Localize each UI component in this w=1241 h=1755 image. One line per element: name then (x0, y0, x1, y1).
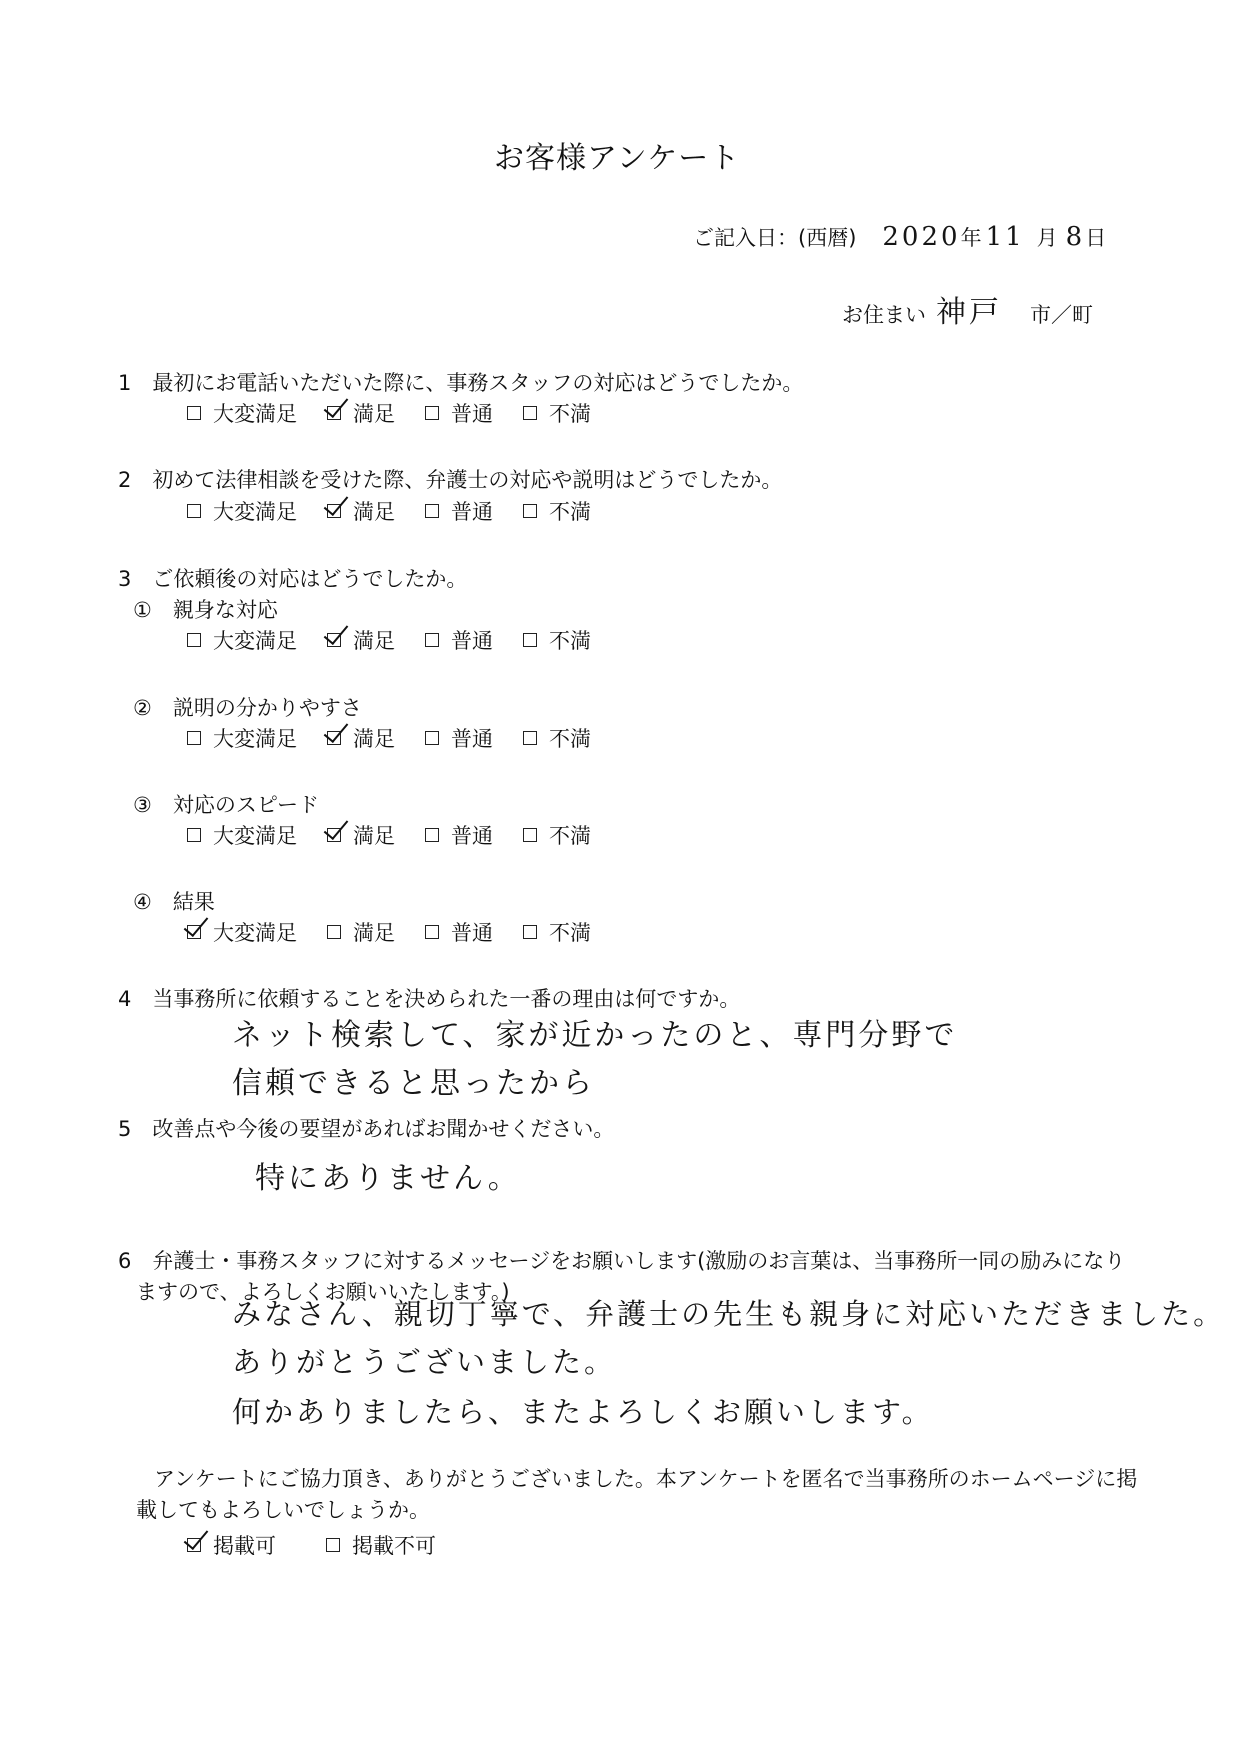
publish-option-allow[interactable] (187, 1530, 276, 1560)
q6-answer-line-3[interactable]: 何かありましたら、またよろしくお願いします。 (232, 1395, 934, 1429)
q3-sub-3: ③ 対応のスピード (133, 793, 319, 817)
q1-option-1[interactable] (187, 398, 297, 428)
q3-2-checkbox-3[interactable] (425, 731, 439, 745)
address-label: お住まい (842, 303, 926, 327)
question-6-line-2: ますので、よろしくお願いいたします。) (136, 1280, 510, 1304)
q2-options (187, 496, 621, 526)
q3-1-option-1[interactable] (187, 625, 297, 655)
q3-1-option-label-1: 大変満足 (213, 629, 297, 653)
q3-3-option-4[interactable] (523, 820, 591, 850)
q3-3-option-label-1: 大変満足 (213, 824, 297, 848)
q3-3-option-2[interactable] (327, 820, 395, 850)
q3-2-option-2[interactable] (327, 723, 395, 753)
q2-checkbox-4[interactable] (523, 504, 537, 518)
q3-1-checkbox-2[interactable] (327, 633, 341, 647)
q3-3-checkbox-3[interactable] (425, 828, 439, 842)
closing-line-1: アンケートにご協力頂き、ありがとうございました。本アンケートを匿名で当事務所のホームページに掲 (154, 1467, 1138, 1491)
q2-checkbox-3[interactable] (425, 504, 439, 518)
q3-2-option-label-3: 普通 (451, 727, 493, 751)
q1-options (187, 398, 621, 428)
q2-option-label-2: 満足 (353, 500, 395, 524)
q5-answer[interactable]: 特にありません。 (255, 1161, 521, 1196)
q3-3-option-label-3: 普通 (451, 824, 493, 848)
q3-2-checkbox-1[interactable] (187, 731, 201, 745)
q3-4-options (187, 917, 621, 947)
q3-3-checkbox-4[interactable] (523, 828, 537, 842)
q3-3-option-1[interactable] (187, 820, 297, 850)
q2-option-1[interactable] (187, 496, 297, 526)
q3-4-checkbox-3[interactable] (425, 925, 439, 939)
q3-2-options (187, 723, 621, 753)
q3-2-option-1[interactable] (187, 723, 297, 753)
q4-answer-line-2[interactable]: 信頼できると思ったから (232, 1066, 595, 1101)
publish-options (187, 1530, 466, 1560)
q3-4-option-label-1: 大変満足 (213, 921, 297, 945)
question-2: 2 初めて法律相談を受けた際、弁護士の対応や説明はどうでしたか。 (118, 468, 783, 492)
q3-2-option-label-2: 満足 (353, 727, 395, 751)
q3-3-checkbox-2[interactable] (327, 828, 341, 842)
date-line (693, 222, 1106, 252)
q3-1-option-3[interactable] (425, 625, 493, 655)
checkbox-deny[interactable] (326, 1538, 340, 1552)
q3-4-checkbox-1[interactable] (187, 925, 201, 939)
q3-2-option-label-4: 不満 (549, 727, 591, 751)
q3-1-option-label-3: 普通 (451, 629, 493, 653)
date-year-unit: 年 (960, 226, 982, 250)
q2-option-3[interactable] (425, 496, 493, 526)
q3-2-option-3[interactable] (425, 723, 493, 753)
q3-4-option-label-2: 満足 (353, 921, 395, 945)
question-5: 5 改善点や今後の要望があればお聞かせください。 (118, 1117, 615, 1141)
q3-1-option-label-4: 不満 (549, 629, 591, 653)
q3-4-option-1[interactable] (187, 917, 297, 947)
publish-option-deny-label: 掲載不可 (352, 1534, 436, 1558)
publish-option-allow-label: 掲載可 (213, 1534, 276, 1558)
q1-option-2[interactable] (327, 398, 395, 428)
q3-1-checkbox-3[interactable] (425, 633, 439, 647)
date-day-unit: 日 (1085, 226, 1107, 250)
q2-checkbox-2[interactable] (327, 504, 341, 518)
q3-1-checkbox-1[interactable] (187, 633, 201, 647)
q3-4-checkbox-2[interactable] (327, 925, 341, 939)
q1-checkbox-4[interactable] (523, 406, 537, 420)
q1-option-3[interactable] (425, 398, 493, 428)
q3-1-option-label-2: 満足 (353, 629, 395, 653)
q1-option-label-4: 不満 (549, 402, 591, 426)
page-title: お客様アンケート (494, 141, 741, 176)
q6-answer-line-1[interactable]: みなさん、親切丁寧で、弁護士の先生も親身に対応いただきました。 (232, 1297, 1226, 1331)
q3-1-options (187, 625, 621, 655)
q3-2-option-4[interactable] (523, 723, 591, 753)
question-6-line-1: 6 弁護士・事務スタッフに対するメッセージをお願いします(激励のお言葉は、当事務所一同の励みになり (118, 1249, 1126, 1273)
date-label: ご記入日：(西暦) (693, 226, 857, 250)
q2-checkbox-1[interactable] (187, 504, 201, 518)
q3-4-checkbox-4[interactable] (523, 925, 537, 939)
q3-3-checkbox-1[interactable] (187, 828, 201, 842)
q3-4-option-3[interactable] (425, 917, 493, 947)
q3-1-checkbox-4[interactable] (523, 633, 537, 647)
question-3: 3 ご依頼後の対応はどうでしたか。 (118, 567, 468, 591)
q3-2-checkbox-4[interactable] (523, 731, 537, 745)
q3-1-option-4[interactable] (523, 625, 591, 655)
q3-sub-4: ④ 結果 (133, 890, 215, 914)
address-suffix: 市／町 (1030, 303, 1093, 327)
q1-checkbox-2[interactable] (327, 406, 341, 420)
closing-line-2: 載してもよろしいでしょうか。 (136, 1498, 430, 1522)
publish-option-deny[interactable] (326, 1530, 436, 1560)
q3-2-checkbox-2[interactable] (327, 731, 341, 745)
question-4: 4 当事務所に依頼することを決められた一番の理由は何ですか。 (118, 987, 741, 1011)
address-value[interactable]: 神戸 (936, 295, 1002, 330)
q3-1-option-2[interactable] (327, 625, 395, 655)
q1-option-label-2: 満足 (353, 402, 395, 426)
q2-option-4[interactable] (523, 496, 591, 526)
date-month[interactable]: 11 (985, 222, 1025, 252)
q2-option-label-3: 普通 (451, 500, 493, 524)
q1-option-label-3: 普通 (451, 402, 493, 426)
q1-option-4[interactable] (523, 398, 591, 428)
q3-4-option-label-3: 普通 (451, 921, 493, 945)
q3-3-option-3[interactable] (425, 820, 493, 850)
q3-4-option-2[interactable] (327, 917, 395, 947)
date-month-unit: 月 (1036, 226, 1058, 250)
question-1: 1 最初にお電話いただいた際に、事務スタッフの対応はどうでしたか。 (118, 371, 804, 395)
date-year[interactable]: 2020 (882, 222, 961, 252)
q3-4-option-4[interactable] (523, 917, 591, 947)
q1-checkbox-3[interactable] (425, 406, 439, 420)
q6-answer-line-2[interactable]: ありがとうございました。 (232, 1345, 617, 1379)
q3-3-option-label-4: 不満 (549, 824, 591, 848)
q1-checkbox-1[interactable] (187, 406, 201, 420)
q3-3-option-label-2: 満足 (353, 824, 395, 848)
q3-sub-2: ② 説明の分かりやすさ (133, 696, 362, 720)
q3-3-options (187, 820, 621, 850)
q2-option-label-4: 不満 (549, 500, 591, 524)
q3-sub-1: ① 親身な対応 (133, 598, 278, 622)
checkbox-allow[interactable] (187, 1538, 201, 1552)
q3-2-option-label-1: 大変満足 (213, 727, 297, 751)
q3-4-option-label-4: 不満 (549, 921, 591, 945)
q2-option-label-1: 大変満足 (213, 500, 297, 524)
q1-option-label-1: 大変満足 (213, 402, 297, 426)
q2-option-2[interactable] (327, 496, 395, 526)
date-day[interactable]: 8 (1065, 222, 1086, 252)
q4-answer-line-1[interactable]: ネット検索して、家が近かったのと、専門分野で (232, 1018, 958, 1053)
address-line (842, 287, 1093, 331)
